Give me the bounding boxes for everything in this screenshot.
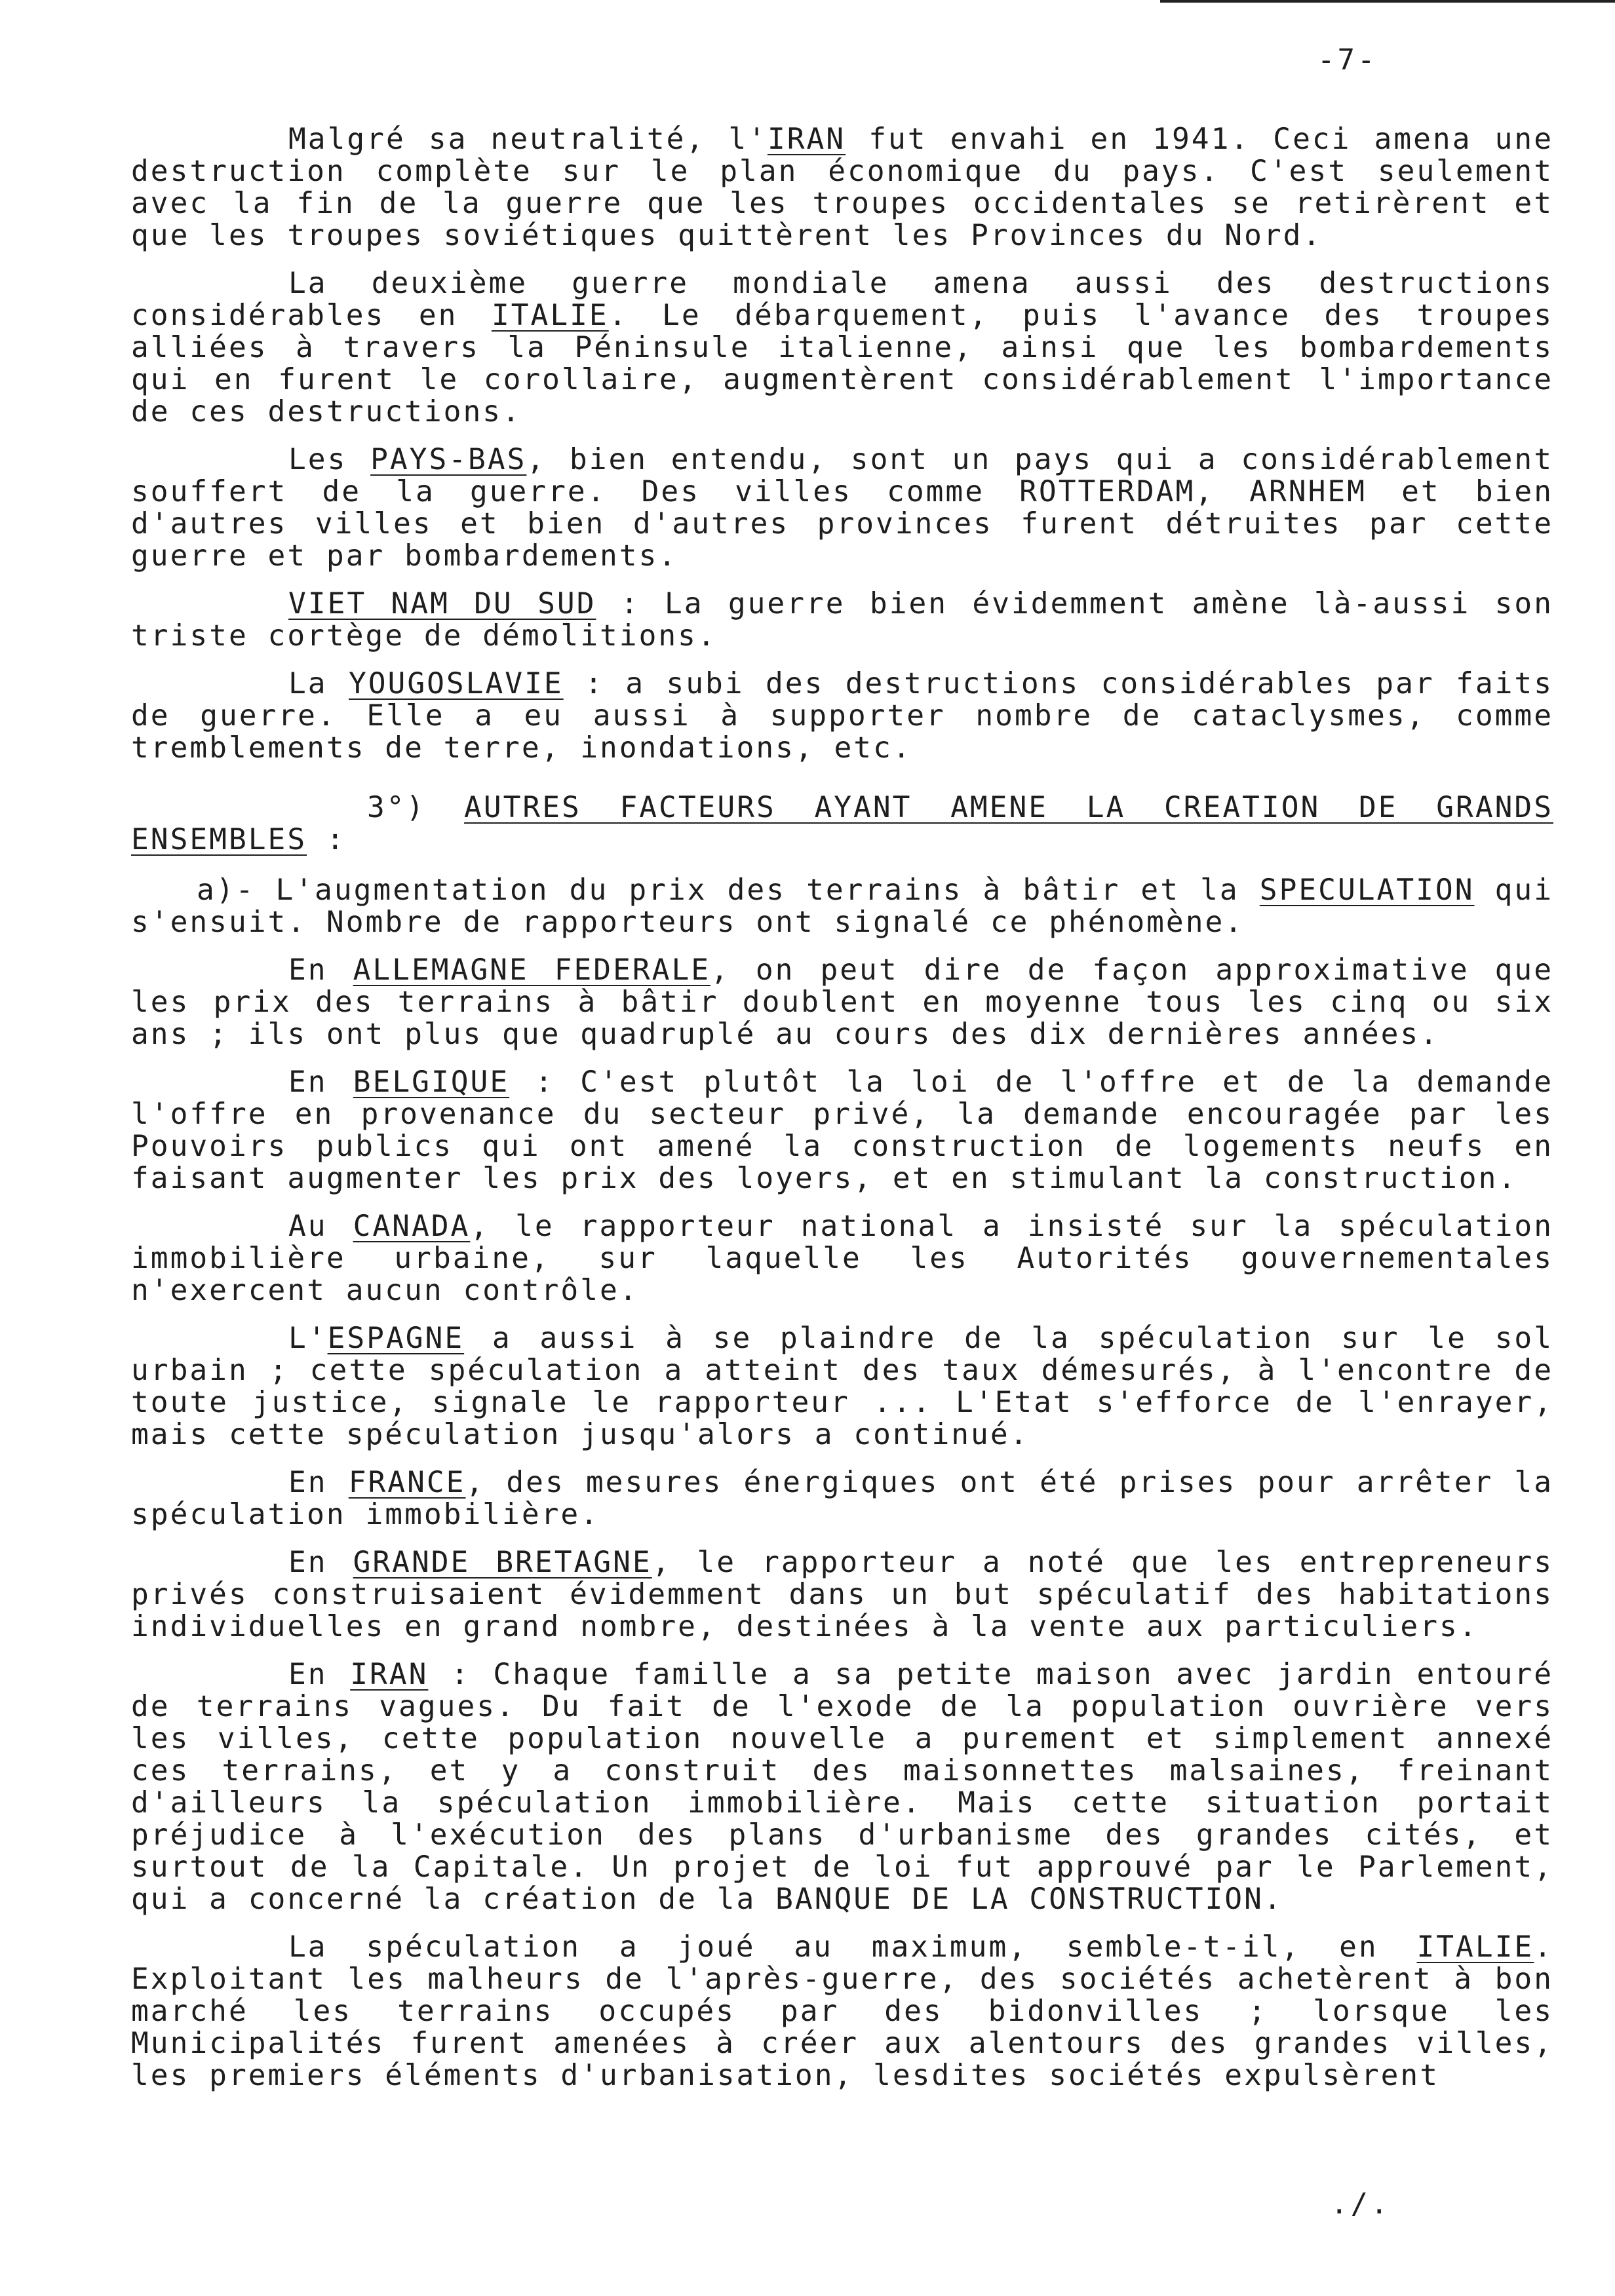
country-name: BELGIQUE [353,1065,510,1099]
country-name: YOUGOSLAVIE [348,667,564,700]
heading-text: AUTRES FACTEURS AYANT AMENE LA CREATION DE GRANDS ENSEMBLES [131,791,1553,856]
paragraph-iran-1: Malgré sa neutralité, l'IRAN fut envahi en 1941. Ceci amena une destruction complète sur le plan économique du pays. C'est seulement avec la fin de la guerre que les troupes occidentales se retirèrent et que les troupes soviétiques quittèrent les Provinces du Nord. [131,123,1553,252]
heading-number: 3°) [367,791,465,824]
country-name: CANADA [353,1210,471,1243]
country-name: FRANCE [348,1466,466,1499]
paragraph-espagne: L'ESPAGNE a aussi à se plaindre de la spéculation sur le sol urbain ; cette spéculation a atteint des taux démesurés, à l'encontre de toute justice, signale le rapporteur ... L'Etat s'efforce de l'enrayer, mais cette spéculation jusqu'alors a continué. [131,1322,1553,1451]
page-number: -7- [1317,43,1378,77]
country-name: VIET NAM DU SUD [288,587,596,621]
country-name: ALLEMAGNE FEDERALE [353,953,711,987]
top-border-line [1160,0,1615,3]
paragraph-italie-1: La deuxième guerre mondiale amena aussi des destructions considérables en ITALIE. Le débarquement, puis l'avance des troupes alliées à travers la Péninsule italienne, ainsi que les bombardements qui en furent le corollaire, augmentèrent considérablement l'importance de ces destructions. [131,267,1553,429]
country-name: PAYS-BAS [370,443,527,476]
item-a: a)- L'augmentation du prix des terrains à bâtir et la SPECULATION qui s'ensuit. Nombre de rapporteurs ont signalé ce phénomène. [131,873,1553,939]
paragraph-pays-bas: Les PAYS-BAS, bien entendu, sont un pays qui a considérablement souffert de la guerre. Des villes comme ROTTERDAM, ARNHEM et bien d'autres villes et bien d'autres provinces furent détruites par cette guerre et par bombardements. [131,443,1553,573]
paragraph-canada: Au CANADA, le rapporteur national a insisté sur la spéculation immobilière urbaine, sur laquelle les Autorités gouvernementales n'exercent aucun contrôle. [131,1210,1554,1307]
paragraph-grande-bretagne: En GRANDE BRETAGNE, le rapporteur a noté que les entrepreneurs privés construisaient évidemment dans un but spéculatif des habitations individuelles en grand nombre, destinées à la vente aux particuliers. [131,1546,1553,1643]
paragraph-allemagne: En ALLEMAGNE FEDERALE, on peut dire de façon approximative que les prix des terrains à bâtir doublent en moyenne tous les cinq ou six ans ; ils ont plus que quadruplé au cours des dix dernières années. [131,953,1553,1051]
country-name: ITALIE [1416,1930,1534,1964]
section-heading: 3°) AUTRES FACTEURS AYANT AMENE LA CREATION DE GRANDS ENSEMBLES : [131,791,1553,856]
continuation-mark: ./. [1331,2187,1391,2221]
paragraph-yougoslavie: La YOUGOSLAVIE : a subi des destructions considérables par faits de guerre. Elle a eu aussi à supporter nombre de cataclysmes, comme tremblements de terre, inondations, etc. [131,667,1553,765]
country-name: ITALIE [491,299,609,332]
country-name: IRAN [767,123,846,156]
paragraph-viet-nam: VIET NAM DU SUD : La guerre bien évidemment amène là-aussi son triste cortège de démolitions. [131,587,1553,653]
document-body [131,123,1553,2107]
keyword-speculation: SPECULATION [1259,873,1475,907]
country-name: ESPAGNE [327,1322,465,1355]
paragraph-france: En FRANCE, des mesures énergiques ont été prises pour arrêter la spéculation immobilière. [131,1466,1553,1531]
country-name: GRANDE BRETAGNE [353,1546,652,1579]
paragraph-iran-2: En IRAN : Chaque famille a sa petite maison avec jardin entouré de terrains vagues. Du fait de l'exode de la population ouvrière vers les villes, cette population nouvelle a purement et simplement annexé ces terrains, et y a construit des maisonnettes malsaines, freinant d'ailleurs la spéculation immobilière. Mais cette situation portait préjudice à l'exécution des plans d'urbanisme des grandes cités, et surtout de la Capitale. Un projet de loi fut approuvé par le Parlement, qui a concerné la création de la BANQUE DE LA CONSTRUCTION. [131,1658,1554,1916]
paragraph-belgique: En BELGIQUE : C'est plutôt la loi de l'offre et de la demande l'offre en provenance du secteur privé, la demande encouragée par les Pouvoirs publics qui ont amené la construction de logements neufs en faisant augmenter les prix des loyers, et en stimulant la construction. [131,1065,1553,1195]
paragraph-italie-2: La spéculation a joué au maximum, semble-t-il, en ITALIE. Exploitant les malheurs de l'après-guerre, des sociétés achetèrent à bon marché les terrains occupés par des bidonvilles ; lorsque les Municipalités furent amenées à créer aux alentours des grandes villes, les premiers éléments d'urbanisation, lesdites sociétés expulsèrent [131,1930,1553,2092]
country-name: IRAN [350,1658,429,1691]
